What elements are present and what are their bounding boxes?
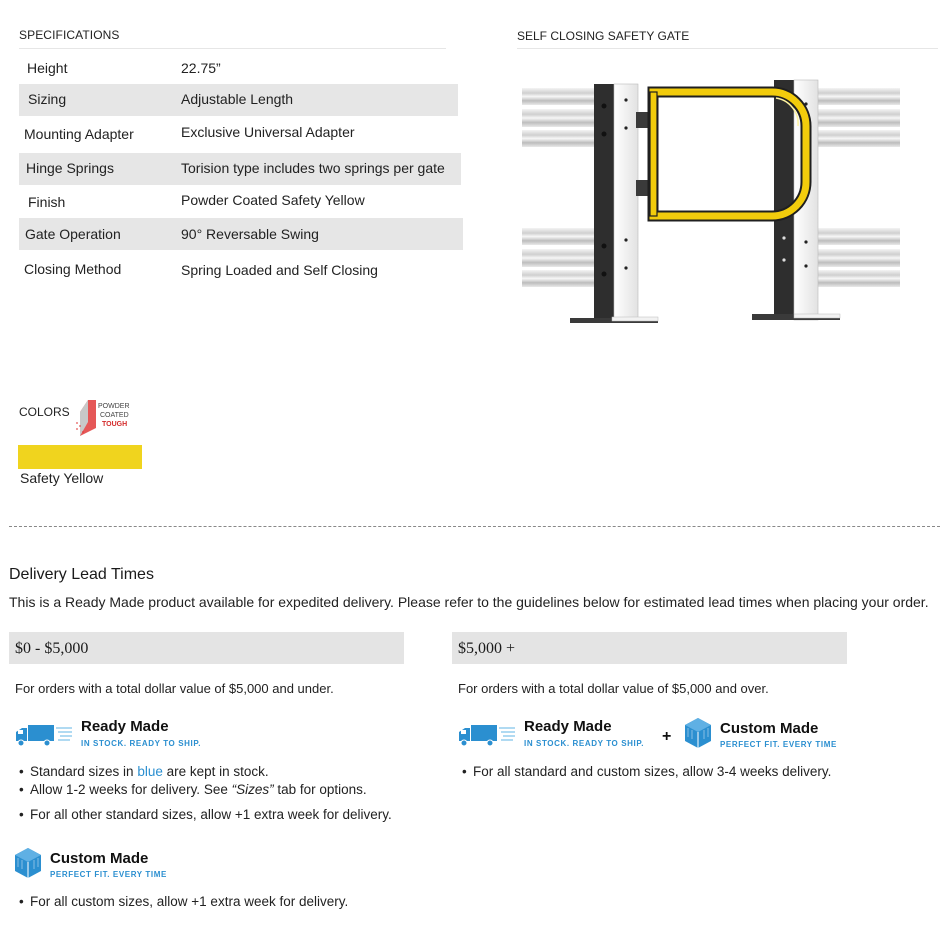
truck-icon: [14, 722, 74, 750]
custom-made-title: Custom Made: [50, 850, 149, 867]
spec-row-finish: [19, 186, 446, 218]
gate-title: SELF CLOSING SAFETY GATE: [517, 29, 690, 43]
price-tier-label: $5,000 +: [458, 640, 516, 657]
cube-icon: [14, 847, 42, 879]
order-note-over: For orders with a total dollar value of $5,000 and over.: [458, 681, 769, 696]
powder-coated-tough-logo: [74, 398, 138, 440]
price-tier-label: $0 - $5,000: [15, 640, 89, 657]
custom-made-subtitle: PERFECT FIT. EVERY TIME: [720, 740, 837, 749]
spec-row-mounting-adapter: [19, 118, 446, 150]
ready-made-badge: [457, 718, 662, 752]
custom-made-badge: [14, 847, 214, 881]
spec-value: Torision type includes two springs per gate: [181, 160, 445, 176]
blue-text: blue: [137, 764, 163, 779]
sizes-tab-reference: “Sizes”: [231, 782, 274, 797]
spec-row-gate-operation: [19, 218, 463, 250]
spec-row-closing-method: [19, 254, 446, 286]
delivery-title: Delivery Lead Times: [9, 566, 154, 583]
color-swatch-safety-yellow[interactable]: [18, 445, 142, 469]
plus-sign: +: [662, 728, 672, 745]
spec-label: Gate Operation: [25, 226, 121, 242]
spec-label: Finish: [28, 194, 66, 210]
cube-icon: [684, 717, 712, 749]
ready-made-badge: [14, 718, 224, 752]
spec-label: Sizing: [28, 91, 67, 107]
spec-value: Exclusive Universal Adapter: [181, 124, 355, 140]
spec-value: Adjustable Length: [181, 91, 294, 107]
ready-made-subtitle: IN STOCK. READY TO SHIP.: [524, 739, 645, 748]
logo-text-tough: TOUGH: [102, 421, 128, 428]
price-tier-over-5000: [452, 632, 847, 664]
order-note-under: For orders with a total dollar value of $5,000 and under.: [15, 681, 334, 696]
specifications-title: SPECIFICATIONS: [19, 28, 120, 42]
color-swatch-label: Safety Yellow: [20, 470, 104, 486]
spec-value: Spring Loaded and Self Closing: [181, 262, 378, 278]
bullet-all-sizes: • For all standard and custom sizes, allow 3-4 weeks delivery.: [462, 764, 832, 779]
spec-label: Height: [27, 60, 68, 76]
gate-divider: [517, 48, 938, 49]
truck-icon: [457, 722, 517, 750]
safety-gate-illustration: [520, 78, 902, 326]
spec-label: Closing Method: [24, 261, 122, 277]
price-tier-under-5000: [9, 632, 404, 664]
spec-value: Powder Coated Safety Yellow: [181, 192, 365, 208]
ready-made-subtitle: IN STOCK. READY TO SHIP.: [81, 739, 202, 748]
section-divider: [9, 526, 940, 527]
spec-label: Hinge Springs: [26, 160, 114, 176]
spec-row-height: [19, 52, 446, 84]
spec-label: Mounting Adapter: [24, 126, 134, 142]
bullet-custom-sizes: • For all custom sizes, allow +1 extra week for delivery.: [19, 894, 349, 909]
spec-value: 90° Reversable Swing: [181, 226, 319, 242]
ready-made-title: Ready Made: [524, 718, 612, 735]
bullet-allow-weeks: • Allow 1-2 weeks for delivery. See “Sizes” tab for options.: [19, 782, 367, 797]
bullet-stock-sizes: • Standard sizes in blue are kept in stock.: [19, 764, 269, 779]
spec-row-sizing: [19, 84, 458, 116]
bullet-other-standard: • For all other standard sizes, allow +1 extra week for delivery.: [19, 807, 392, 822]
colors-label: COLORS: [19, 405, 70, 419]
spec-row-hinge-springs: [19, 153, 461, 185]
spec-value: 22.75”: [181, 60, 221, 76]
custom-made-title: Custom Made: [720, 720, 819, 737]
logo-text-powder: POWDER: [98, 403, 130, 410]
delivery-description: This is a Ready Made product available for expedited delivery. Please refer to the guidelines below for estimated lead times when placing your order.: [9, 594, 929, 610]
logo-text-coated: COATED: [100, 412, 129, 419]
custom-made-subtitle: PERFECT FIT. EVERY TIME: [50, 870, 167, 879]
specifications-divider: [19, 48, 446, 49]
ready-made-title: Ready Made: [81, 718, 169, 735]
custom-made-badge: [684, 717, 854, 751]
